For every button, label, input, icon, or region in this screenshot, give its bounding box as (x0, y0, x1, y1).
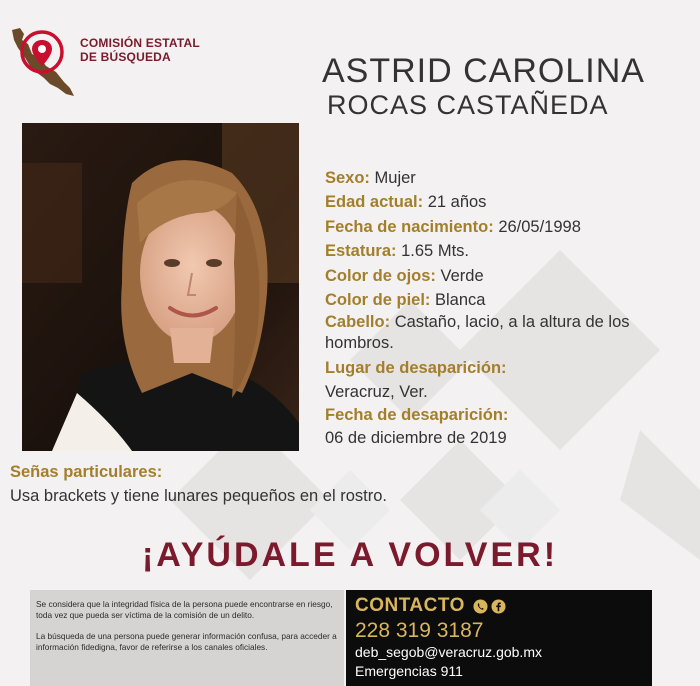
distinguishing-marks-label: Señas particulares: (10, 463, 163, 481)
distinguishing-marks (10, 460, 387, 508)
person-details (325, 166, 695, 449)
detail-label: Color de piel: (325, 291, 431, 310)
distinguishing-marks-value: Usa brackets y tiene lunares pequeños en el rostro. (10, 487, 387, 505)
organization-line2: DE BÚSQUEDA (80, 50, 171, 64)
contact-box (346, 590, 652, 686)
detail-value: Verde (440, 266, 484, 285)
facebook-icon[interactable] (491, 599, 506, 614)
disclaimer-paragraph-1: Se considera que la integridad física de la persona puede encontrarse en riesgo, toda vez que pueda ser víctima de la comisión de un delito. (36, 599, 333, 620)
detail-label: Cabello: (325, 313, 391, 332)
organization-line1: COMISIÓN ESTATAL (80, 36, 200, 50)
detail-label: Lugar de desaparición: (325, 359, 507, 378)
detail-lugar-label (325, 356, 695, 380)
detail-value: Mujer (374, 169, 416, 187)
detail-nacimiento (325, 215, 695, 239)
detail-label: Color de ojos: (325, 266, 436, 285)
detail-lugar-value: Veracruz, Ver. (325, 382, 428, 401)
whatsapp-icon[interactable] (473, 599, 488, 614)
detail-value: 26/05/1998 (498, 217, 581, 236)
detail-piel (325, 288, 695, 312)
detail-fecha-value: 06 de diciembre de 2019 (325, 429, 507, 448)
detail-label: Fecha de nacimiento: (325, 217, 494, 236)
disclaimer-paragraph-2: La búsqueda de una persona puede generar información confusa, para acceder a información fidedigna, favor de referirse a los canales oficiales. (36, 631, 337, 652)
help-headline: ¡AYÚDALE A VOLVER! (141, 536, 559, 574)
detail-label: Estatura: (325, 242, 397, 261)
detail-edad (325, 190, 695, 214)
contact-title: CONTACTO (355, 595, 465, 616)
detail-ojos (325, 264, 695, 288)
disclaimer-box (30, 590, 344, 686)
detail-label: Fecha de desaparición: (325, 405, 509, 424)
detail-fecha-label (325, 403, 695, 427)
contact-emergency: Emergencias 911 (355, 663, 463, 679)
person-first-names: ASTRID CAROLINA (322, 52, 645, 90)
contact-title-row (355, 595, 652, 617)
detail-estatura (325, 239, 695, 263)
person-photo (22, 123, 299, 451)
detail-value: Castaño, lacio, a la altura de los hombros. (325, 313, 630, 353)
detail-label: Sexo: (325, 169, 370, 187)
person-last-names: ROCAS CASTAÑEDA (327, 90, 609, 120)
organization-name (80, 36, 200, 64)
detail-value: Blanca (435, 291, 486, 310)
detail-value: 21 años (427, 193, 487, 212)
detail-value: 1.65 Mts. (401, 242, 469, 261)
contact-phone[interactable]: 228 319 3187 (355, 619, 484, 642)
contact-email[interactable]: deb_segob@veracruz.gob.mx (355, 644, 542, 660)
detail-sexo (325, 166, 695, 190)
detail-label: Edad actual: (325, 193, 424, 212)
detail-cabello (325, 312, 695, 354)
